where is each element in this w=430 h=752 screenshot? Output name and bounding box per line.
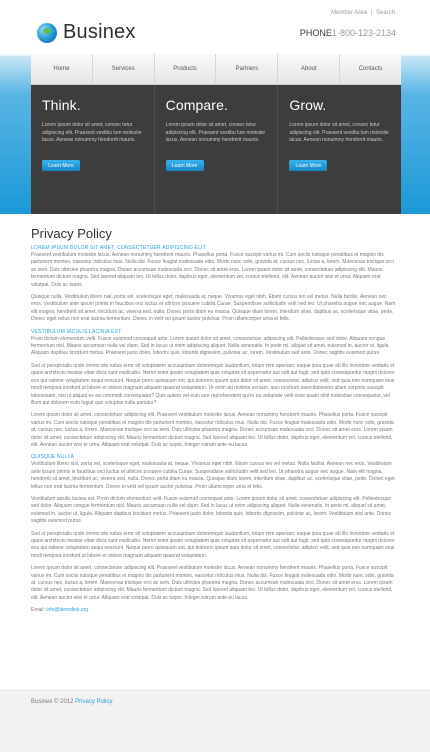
- nav-item-products[interactable]: Products: [155, 54, 217, 84]
- feature-text: Lorem ipsum dolor sit amet, consec tetur adipiscing elit. Praesent vestibu lum molestie lacus. Aenean nonummy hendrerit mauris.: [289, 122, 389, 144]
- feature-title: Grow.: [289, 97, 327, 113]
- copyright-text: Businex © 2012: [31, 699, 74, 705]
- section-heading: LOREM IPSUM DOLOR SIT AMET, CONSECTETUER ADIPISCING ELIT: [31, 245, 207, 251]
- paragraph: Quisque nulla. Vestibulum libero nisl, porta vel, scelerisque eget, malesuada at, neque. Vivamus eget nibh. Etiam cursus leo vel metus. Nulla facilisi. Aenean nec eros. Vestibulum ante ipsum primis in faucibus orci luctus et ultrices posuere cubilia Curae; Suspendisse sollicitudin velit sed leo. Ut pharetra augue nec augue. Nam elit magna, hendrerit sit amet, tincidunt ac, viverra sed, nulla. Donec porta diam eu massa. Quisque diam lorem, interdum vitae, dapibus ac, scelerisque vitae, pede. Donec eget tellus non erat lacinia fermentum. Donec in velit vel ipsum auctor pulvinar. Proin ullamcorper urna et felis.: [31, 294, 396, 323]
- nav-item-services[interactable]: Services: [93, 54, 155, 84]
- feature-compare: [155, 85, 279, 214]
- paragraph: Sed ut perspiciatis unde omnis iste natus error sit voluptatem accusantium doloremque laudantium, totam rem aperiam, eaque ipsa quae ab illo inventore veritatis et quasi architecto beatae vitae dicta sunt explicabo. Nemo enim ipsam voluptatem quia voluptas sit aspernatur aut odit aut fugit, sed quia consequuntur magni dolores eos qui ratione voluptatem sequi nesciunt. Neque porro quisquam est, qui dolorem ipsum quia dolor sit amet, consectetur, adipisci velit, sed quia non numquam eius modi tempora incidunt ut labore et dolore magnam aliquam quaerat voluptatem.: [31, 530, 395, 559]
- learn-more-button[interactable]: Learn More: [42, 160, 80, 171]
- section-heading: VESTIBULUM IACULIS LACINIA EST: [31, 328, 122, 335]
- main-nav: [31, 54, 401, 85]
- nav-item-contacts[interactable]: Contacts: [358, 66, 383, 72]
- main-content: [0, 214, 430, 613]
- feature-text: Lorem ipsum dolor sit amet, consec tetur adipiscing elit. Praesent vestibu lum molestie lacus. Aenean nonummy hendrerit mauris.: [42, 122, 142, 144]
- footer-copy: [31, 699, 112, 705]
- footer: [0, 690, 430, 752]
- top-links-separator: |: [370, 10, 373, 16]
- nav-item-partners[interactable]: Partners: [216, 54, 278, 84]
- brand-name: Businex: [63, 21, 136, 43]
- learn-more-button[interactable]: Learn More: [289, 160, 327, 171]
- email-label: Email:: [31, 607, 45, 614]
- paragraph: Praesent vestibulum molestie lacus. Aenean nonummy hendrerit mauris. Phasellus porta. Fusce suscipit varius mi. Cum sociis natoque penatibus et magnis dis parturient montes, nascetur ridiculus mus. Nulla dui. Fusce feugiat malesuada odio. Morbi nunc odio, gravida at, cursus nec, luctus a, lorem. Maecenas tristique orci ac sem. Duis ultricies pharetra magna. Donec accumsan malesuada orci. Donec sit amet eros. Lorem ipsum dolor sit amet, consectetuer adipiscing elit. Mauris fermentum dictum magna. Sed laoreet aliquam leo. Ut tellus dolor, dapibus eget, elementum vel, cursus eleifend, elit. Aenean auctor wisi et urna. Aliquam erat volutpat. Duis ac turpis.: [31, 252, 394, 288]
- privacy-policy-link[interactable]: Privacy Policy: [75, 699, 113, 705]
- top-links: [329, 10, 395, 16]
- logo[interactable]: [37, 21, 136, 44]
- feature-text: Lorem ipsum dolor sit amet, consec tetur adipiscing elit. Praesent vestibu lum molestie lacus. Aenean nonummy hendrerit mauris.: [165, 122, 266, 144]
- email-link[interactable]: info@demolink.org: [46, 607, 89, 614]
- header: [0, 0, 430, 54]
- feature-slider: [31, 85, 401, 214]
- paragraph: Sed ut perspiciatis unde omnis iste natus error sit voluptatem accusantium doloremque laudantium, totam rem aperiam, eaque ipsa quae ab illo inventore veritatis et quasi architecto beatae vitae dicta sunt explicabo. Nemo enim ipsam voluptatem quia voluptas sit aspernatur aut odit aut fugit, sed quia consequuntur magni dolores eos qui ratione voluptatem sequi nesciunt. Neque porro quisquam est, qui dolorem ipsum quia dolor sit amet, consectetur, adipisci velit, sed quia non numquam eius modi tempora incidunt ut labore et dolore magnam aliquam quaerat voluptatem. Ut enim ad minima veniam, quis nostrum exercitationem ullam corporis suscipit laboriosam, nisi ut aliquid ex ea commodi consequatur? Quis autem vel eum iure reprehenderit qui in ea voluptate velit esse quam nihil molestiae consequatur, vel illum qui dolorem eum fugiat quo voluptas nulla pariatur?: [31, 362, 395, 406]
- feature-title: Think.: [42, 97, 81, 113]
- paragraph: Lorem ipsum dolor sit amet, consectetuer adipiscing elit. Praesent vestibulum molestie lacus. Aenean nonummy hendrerit mauris. Phasellus porta. Fusce suscipit varius mi. Cum sociis natoque penatibus et magnis dis parturient montes, nascetur ridiculus mus. Nulla dui. Fusce feugiat malesuada odio. Morbi nunc odio, gravida at, cursus nec, luctus a, lorem. Maecenas tristique orci ac sem. Duis ultricies pharetra magna. Donec accumsan malesuada orci. Donec sit amet eros. Lorem ipsum dolor sit amet, consectetuer adipiscing elit. Mauris fermentum dictum magna. Sed laoreet aliquam leo. Ut tellus dolor, dapibus eget, elementum vel, cursus eleifend, elit. Aenean auctor wisi et urna. Aliquam erat volutpat. Duis ac turpis. Integer rutrum ante eu lacus.: [31, 412, 394, 448]
- paragraph: Vestibulum libero nisl, porta vel, scelerisque eget, malesuada at, neque. Vivamus eget nibh. Etiam cursus leo vel metus. Nulla facilisi. Aenean nec eros. Vestibulum ante ipsum primis in faucibus orci luctus et ultrices posuere cubilia Curae; Suspendisse sollicitudin velit sed leo. Ut pharetra augue nec augue. Nam elit magna, hendrerit sit amet, tincidunt ac, viverra sed, nulla. Donec porta diam eu massa. Quisque diam lorem, interdum vitae, dapibus ac, scelerisque vitae, pede. Donec eget tellus non erat lacinia fermentum. Donec in velit vel ipsum auctor pulvinar. Proin ullamcorper urna et felis.: [31, 461, 395, 490]
- globe-icon: [37, 23, 57, 43]
- feature-title: Compare.: [165, 97, 228, 113]
- page-title: Privacy Policy: [31, 226, 112, 241]
- feature-think: [31, 85, 155, 214]
- nav-item-about[interactable]: About: [278, 54, 340, 84]
- section-heading: QUISQUE NULLA: [31, 454, 75, 461]
- paragraph: Proin dictum elementum velit. Fusce euismod consequat ante. Lorem ipsum dolor sit amet, consectetuer adipiscing elit. Pellentesque sed dolor. Aliquam congue fermentum nisl. Mauris accumsan nulla vel diam. Sed in lacus ut enim adipiscing aliquet. Nulla venenatis. In pede mi, aliquet sit amet, euismod in, auctor ut, ligula. Aliquam dapibus tincidunt metus. Praesent justo dolor, lobortis quis, lobortis dignissim, pulvinar ac, lorem. Vestibulum sed ante. Donec sagittis euismod purus.: [31, 335, 390, 357]
- phone: [300, 28, 396, 38]
- feature-grow: [278, 85, 401, 214]
- learn-more-button[interactable]: Learn More: [166, 160, 204, 171]
- paragraph: Lorem ipsum dolor sit amet, consectetuer adipiscing elit. Praesent vestibulum molestie lacus. Aenean nonummy hendrerit mauris. Phasellus porta. Fusce suscipit varius mi. Cum sociis natoque penatibus et magnis dis parturient montes, nascetur ridiculus mus. Nulla dui. Fusce feugiat malesuada odio. Morbi nunc odio, gravida at, cursus nec, luctus a, lorem. Maecenas tristique orci ac sem. Duis ultricies pharetra magna. Donec accumsan malesuada orci. Donec sit amet eros. Lorem ipsum dolor sit amet, consectetuer adipiscing elit. Mauris fermentum dictum magna. Sed laoreet aliquam leo. Ut tellus dolor, dapibus eget, elementum vel, cursus eleifend, elit. Aenean auctor wisi et urna. Aliquam erat volutpat. Duis ac turpis. Integer rutrum ante eu lacus.: [31, 565, 394, 601]
- member-area-link[interactable]: Member Area: [331, 10, 368, 16]
- search-link[interactable]: Search: [375, 10, 395, 16]
- paragraph: Vestibulum iaculis lacinia est. Proin dictum elementum velit. Fusce euismod consequat ante. Lorem ipsum dolor sit amet, consectetuer adipiscing elit. Pellentesque sed dolor. Aliquam congue fermentum nisl. Mauris accumsan nulla vel diam. Sed in lacus ut enim adipiscing aliquet. Nulla venenatis. In pede mi, aliquet sit amet, euismod in, auctor ut, ligula. Aliquam dapibus tincidunt metus. Praesent justo dolor, lobortis quis, lobortis dignissim, pulvinar ac, lorem. Vestibulum sed ante. Donec sagittis euismod purus.: [31, 495, 392, 525]
- nav-item-home[interactable]: Home: [31, 54, 93, 84]
- hero-band: [0, 54, 430, 214]
- phone-label: PHONE: [299, 28, 332, 38]
- phone-number: 1-800-123-2134: [331, 28, 396, 38]
- email-line: [31, 607, 399, 613]
